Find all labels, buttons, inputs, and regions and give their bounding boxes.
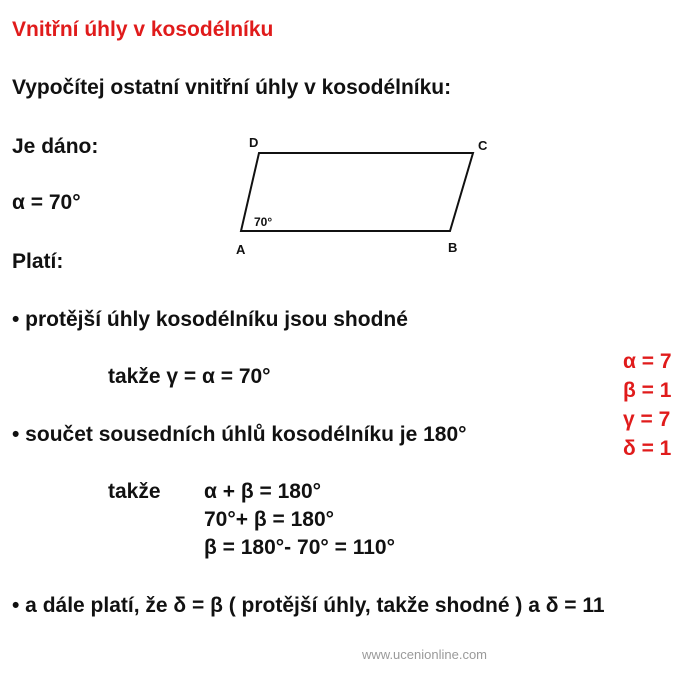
rule-adjacent-sum: • součet sousedních úhlů kosodélníku je 180°: [12, 423, 467, 446]
given-alpha: α = 70°: [12, 191, 81, 214]
equation-line-2: 70°+ β = 180°: [204, 508, 335, 531]
result-gamma: γ = 7: [623, 408, 671, 431]
vertex-label-d: D: [249, 135, 259, 150]
given-label: Je dáno:: [12, 135, 99, 158]
result-alpha: α = 7: [623, 350, 672, 373]
result-beta: β = 1: [623, 379, 672, 402]
vertex-label-b: B: [448, 240, 458, 255]
rule-opposite-result: takže γ = α = 70°: [108, 365, 271, 388]
holds-label: Platí:: [12, 250, 64, 273]
rule-adjacent-lead: takže: [108, 480, 161, 503]
rule-opposite-angles: • protější úhly kosodélníku jsou shodné: [12, 308, 408, 331]
equation-line-1: α + β = 180°: [204, 480, 322, 503]
vertex-label-c: C: [478, 138, 488, 153]
equation-line-3: β = 180°- 70° = 110°: [204, 536, 395, 559]
result-delta: δ = 1: [623, 437, 672, 460]
parallelogram-shape: [241, 153, 473, 231]
page-title: Vnitřní úhly v kosodélníku: [12, 18, 274, 41]
watermark: www.ucenionline.com: [362, 647, 488, 662]
parallelogram-diagram: [230, 130, 500, 260]
angle-label-alpha: 70°: [254, 215, 273, 229]
task-text: Vypočítej ostatní vnitřní úhly v kosodélníku:: [12, 76, 452, 99]
vertex-label-a: A: [236, 242, 246, 257]
rule-delta-equals-beta: • a dále platí, že δ = β ( protější úhly, takže shodné ) a δ = 11: [12, 594, 605, 617]
